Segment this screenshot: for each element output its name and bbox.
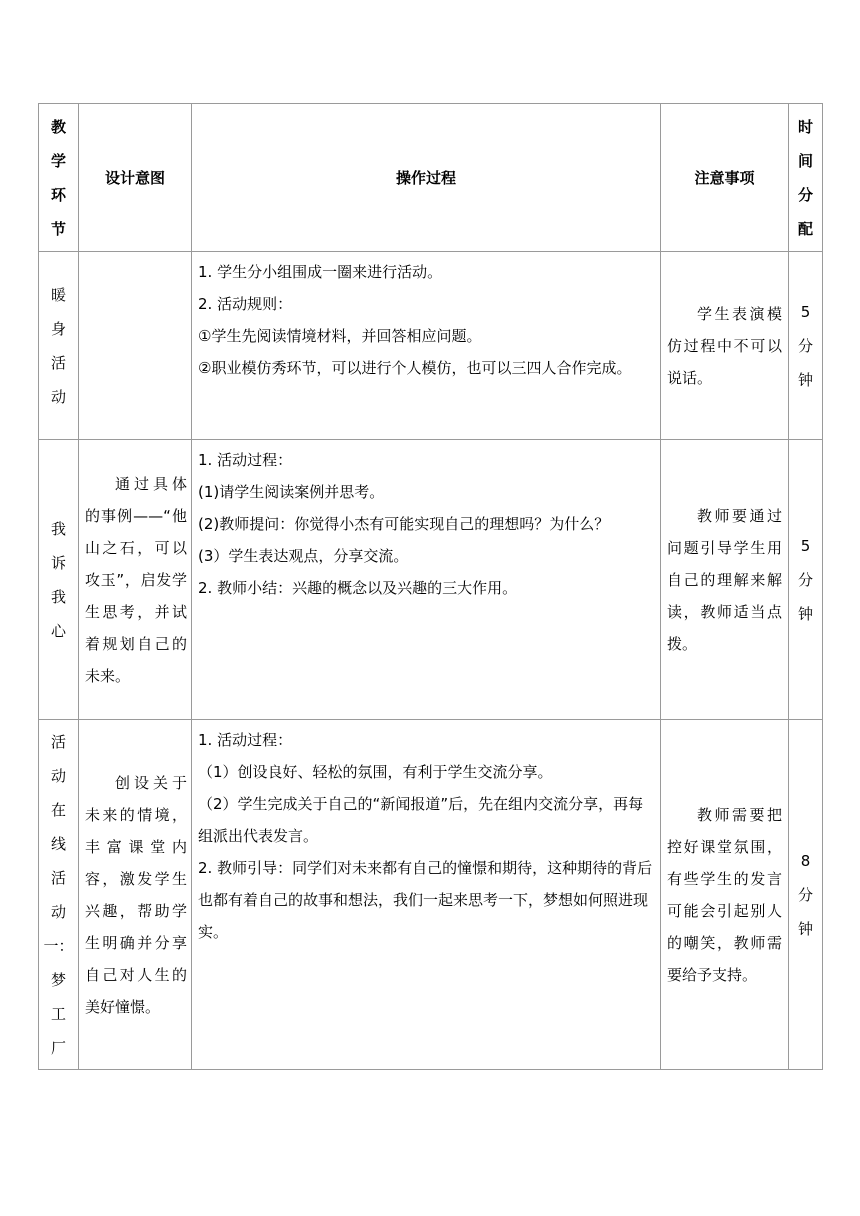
header-design: 设计意图 xyxy=(79,104,192,252)
header-stage xyxy=(39,104,79,252)
header-notes: 注意事项 xyxy=(661,104,789,252)
stage-cell xyxy=(39,252,79,440)
process-cell xyxy=(192,440,661,720)
stage-char: 线 xyxy=(50,834,66,853)
time-char: 5 xyxy=(800,536,811,555)
stage-char: 工 xyxy=(50,1004,66,1023)
process-line: (1)请学生阅读案例并思考。 xyxy=(198,483,385,501)
header-time-char: 分 xyxy=(797,185,813,204)
process-line: ②职业模仿秀环节，可以进行个人模仿，也可以三四人合作完成。 xyxy=(198,359,632,377)
stage-char: 诉 xyxy=(50,553,66,572)
stage-char: 在 xyxy=(50,800,66,819)
time-cell xyxy=(789,252,823,440)
header-row xyxy=(39,104,823,252)
process-line: 1. 活动过程： xyxy=(198,451,293,469)
table-row xyxy=(39,252,823,440)
process-line: （1）创设良好、轻松的氛围，有利于学生交流分享。 xyxy=(198,763,553,781)
notes-text: 教师要通过问题引导学生用自己的理解来解读，教师适当点拨。 xyxy=(667,506,782,653)
process-cell xyxy=(192,720,661,1070)
notes-cell xyxy=(661,720,789,1070)
process-line: 1. 活动过程： xyxy=(198,731,293,749)
stage-cell xyxy=(39,440,79,720)
design-cell xyxy=(79,720,192,1070)
process-line: (3）学生表达观点，分享交流。 xyxy=(198,547,409,565)
design-cell xyxy=(79,252,192,440)
stage-char: 梦 xyxy=(50,970,66,989)
time-char: 分 xyxy=(797,885,813,904)
process-line: 2. 教师小结：兴趣的概念以及兴趣的三大作用。 xyxy=(198,579,518,597)
stage-char: 我 xyxy=(50,519,66,538)
header-stage-char: 教 xyxy=(50,117,66,136)
time-char: 钟 xyxy=(797,919,813,938)
time-char: 钟 xyxy=(797,604,813,623)
lesson-plan-table xyxy=(38,103,823,1070)
notes-text: 教师需要把控好课堂氛围，有些学生的发言可能会引起别人的嘲笑，教师需要给予支持。 xyxy=(667,805,782,984)
time-char: 5 xyxy=(800,302,811,321)
stage-char: 我 xyxy=(50,587,66,606)
stage-char: 心 xyxy=(50,621,66,640)
header-time xyxy=(789,104,823,252)
time-cell xyxy=(789,440,823,720)
time-char: 钟 xyxy=(797,370,813,389)
time-cell xyxy=(789,720,823,1070)
header-time-char: 配 xyxy=(797,219,813,238)
process-line: 2. 活动规则： xyxy=(198,295,293,313)
stage-cell xyxy=(39,720,79,1070)
header-stage-char: 学 xyxy=(50,151,66,170)
notes-cell xyxy=(661,440,789,720)
stage-char: 动 xyxy=(50,902,66,921)
stage-char: 动 xyxy=(50,387,66,406)
stage-char: 动 xyxy=(50,766,66,785)
stage-char: 身 xyxy=(50,319,66,338)
header-stage-char: 节 xyxy=(50,219,66,238)
stage-char: 暖 xyxy=(50,285,66,304)
table-row xyxy=(39,440,823,720)
process-line: 2. 教师引导：同学们对未来都有自己的憧憬和期待，这种期待的背后也都有着自己的故事和想法，我们一起来思考一下，梦想如何照进现实。 xyxy=(198,859,653,941)
stage-char: 活 xyxy=(50,868,66,887)
header-stage-char: 环 xyxy=(50,185,66,204)
stage-char: 活 xyxy=(50,353,66,372)
stage-char: 厂 xyxy=(50,1038,66,1057)
design-text: 通过具体的事例——“他山之石，可以攻玉”，启发学生思考，并试着规划自己的未来。 xyxy=(85,474,187,685)
table-row xyxy=(39,720,823,1070)
notes-text: 学生表演模仿过程中不可以说话。 xyxy=(667,304,782,387)
time-char: 分 xyxy=(797,570,813,589)
process-cell xyxy=(192,252,661,440)
stage-char: 一： xyxy=(43,936,74,955)
design-cell xyxy=(79,440,192,720)
process-line: ①学生先阅读情境材料，并回答相应问题。 xyxy=(198,327,482,345)
time-char: 8 xyxy=(800,851,811,870)
design-text: 创设关于未来的情境，丰富课堂内容，激发学生兴趣，帮助学生明确并分享自己对人生的美好憧憬。 xyxy=(85,773,187,1016)
time-char: 分 xyxy=(797,336,813,355)
process-line: (2)教师提问：你觉得小杰有可能实现自己的理想吗？为什么？ xyxy=(198,515,610,533)
header-time-char: 间 xyxy=(797,151,813,170)
process-line: 1. 学生分小组围成一圈来进行活动。 xyxy=(198,263,443,281)
notes-cell xyxy=(661,252,789,440)
header-time-char: 时 xyxy=(797,117,813,136)
header-process: 操作过程 xyxy=(192,104,661,252)
stage-char: 活 xyxy=(50,732,66,751)
process-line: （2）学生完成关于自己的“新闻报道”后，先在组内交流分享，再每组派出代表发言。 xyxy=(198,795,644,845)
